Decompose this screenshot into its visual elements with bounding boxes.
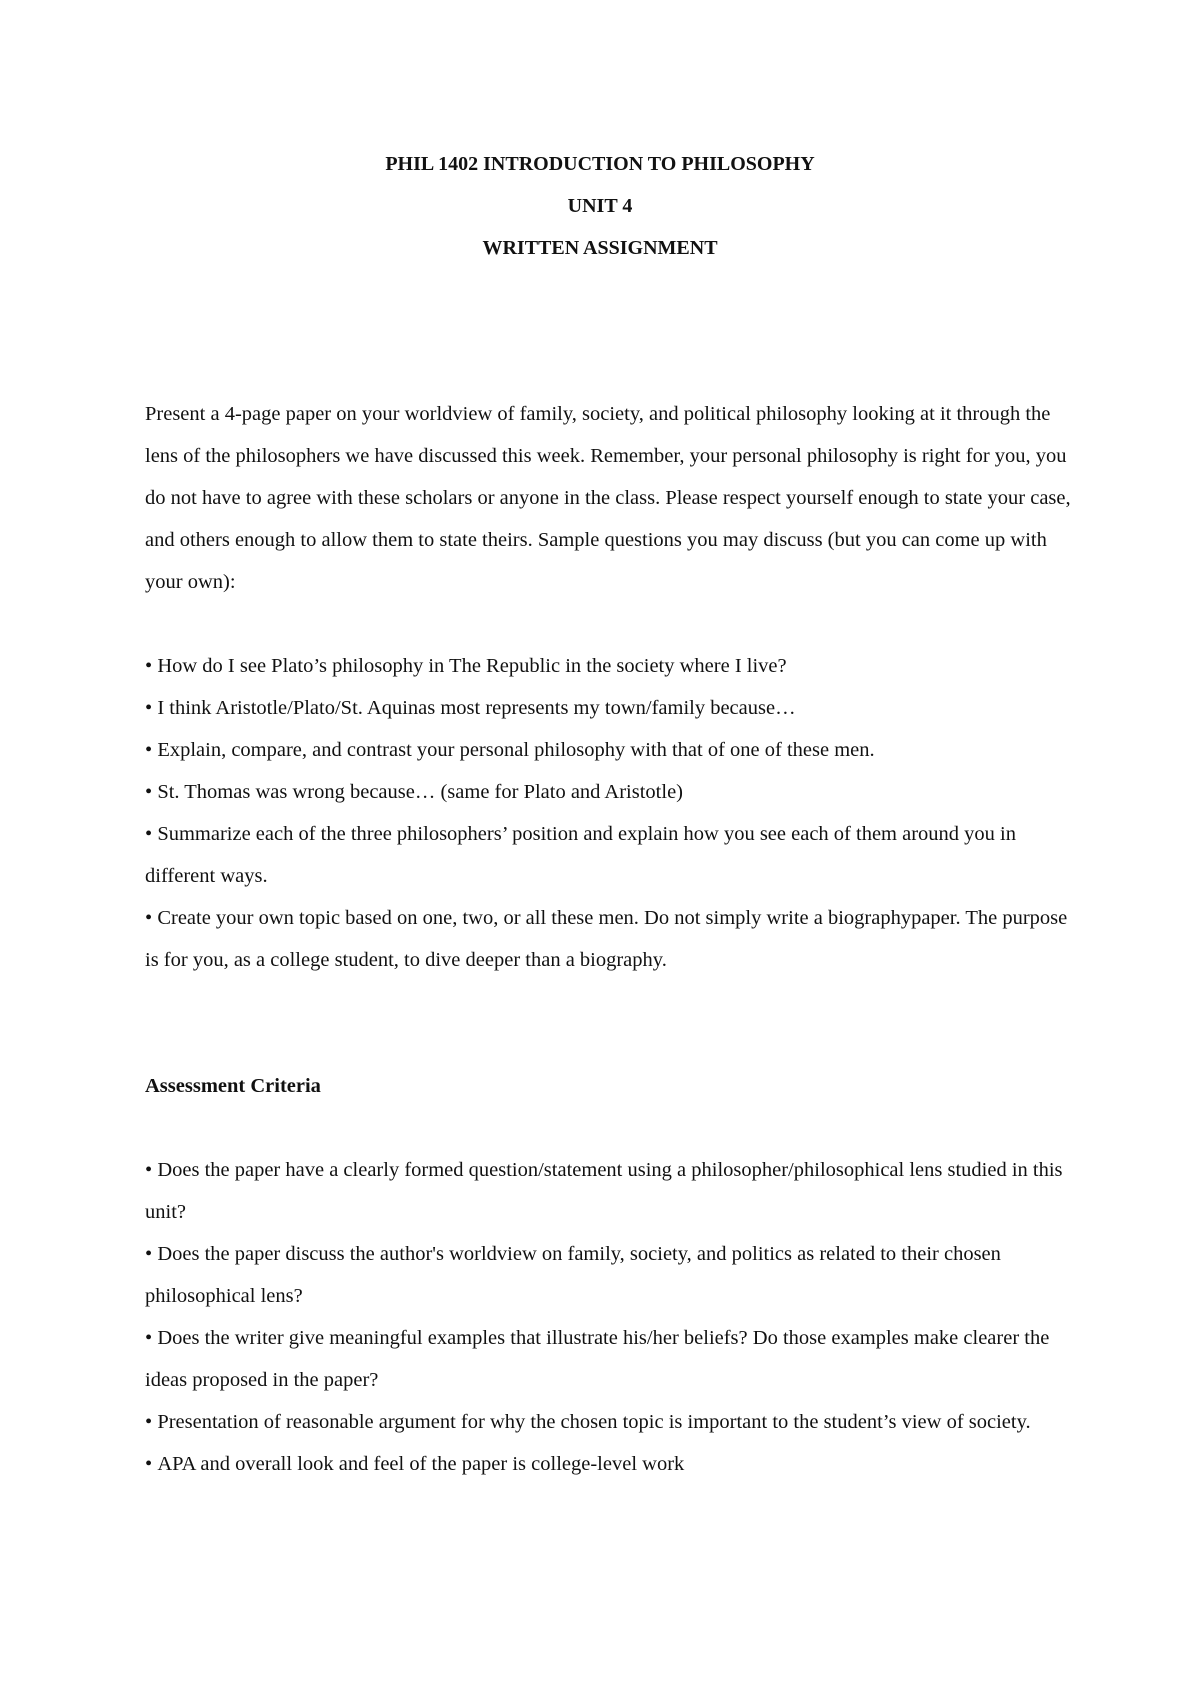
assessment-criteria-list [145,1149,1075,1485]
spacer [145,603,1075,645]
list-item: • Summarize each of the three philosophers’ position and explain how you see each of them around you in different ways. [145,813,1075,897]
document-header [0,143,1200,269]
list-item: • St. Thomas was wrong because… (same for Plato and Aristotle) [145,771,1075,813]
unit-title: UNIT 4 [567,195,633,217]
list-item: • Presentation of reasonable argument for why the chosen topic is important to the student’s view of society. [145,1401,1075,1443]
list-item: • APA and overall look and feel of the paper is college-level work [145,1443,1075,1485]
sample-questions-list [145,645,1075,981]
list-item: • Does the writer give meaningful examples that illustrate his/her beliefs? Do those examples make clearer the ideas proposed in the paper? [145,1317,1075,1401]
course-title: PHIL 1402 INTRODUCTION TO PHILOSOPHY [385,153,815,175]
spacer [145,1107,1075,1149]
list-item: • How do I see Plato’s philosophy in The Republic in the society where I live? [145,645,1075,687]
list-item: • Explain, compare, and contrast your personal philosophy with that of one of these men. [145,729,1075,771]
assessment-criteria-heading: Assessment Criteria [145,1075,321,1097]
spacer [145,981,1075,1065]
assignment-type: WRITTEN ASSIGNMENT [482,237,718,259]
list-item: • I think Aristotle/Plato/St. Aquinas most represents my town/family because… [145,687,1075,729]
assignment-prompt: Present a 4-page paper on your worldview of family, society, and political philosophy looking at it through the lens of the philosophers we have discussed this week. Remember, your personal philosophy is right for you, you do not have to agree with these scholars or anyone in the class. Please respect yourself enough to state your case, and others enough to allow them to state theirs. Sample questions you may discuss (but you can come up with your own): [145,403,1071,593]
list-item: • Does the paper have a clearly formed question/statement using a philosopher/philosophical lens studied in this unit? [145,1149,1075,1233]
list-item: • Create your own topic based on one, two, or all these men. Do not simply write a biographypaper. The purpose is for you, as a college student, to dive deeper than a biography. [145,897,1075,981]
document-body [145,393,1075,1485]
list-item: • Does the paper discuss the author's worldview on family, society, and politics as related to their chosen philosophical lens? [145,1233,1075,1317]
